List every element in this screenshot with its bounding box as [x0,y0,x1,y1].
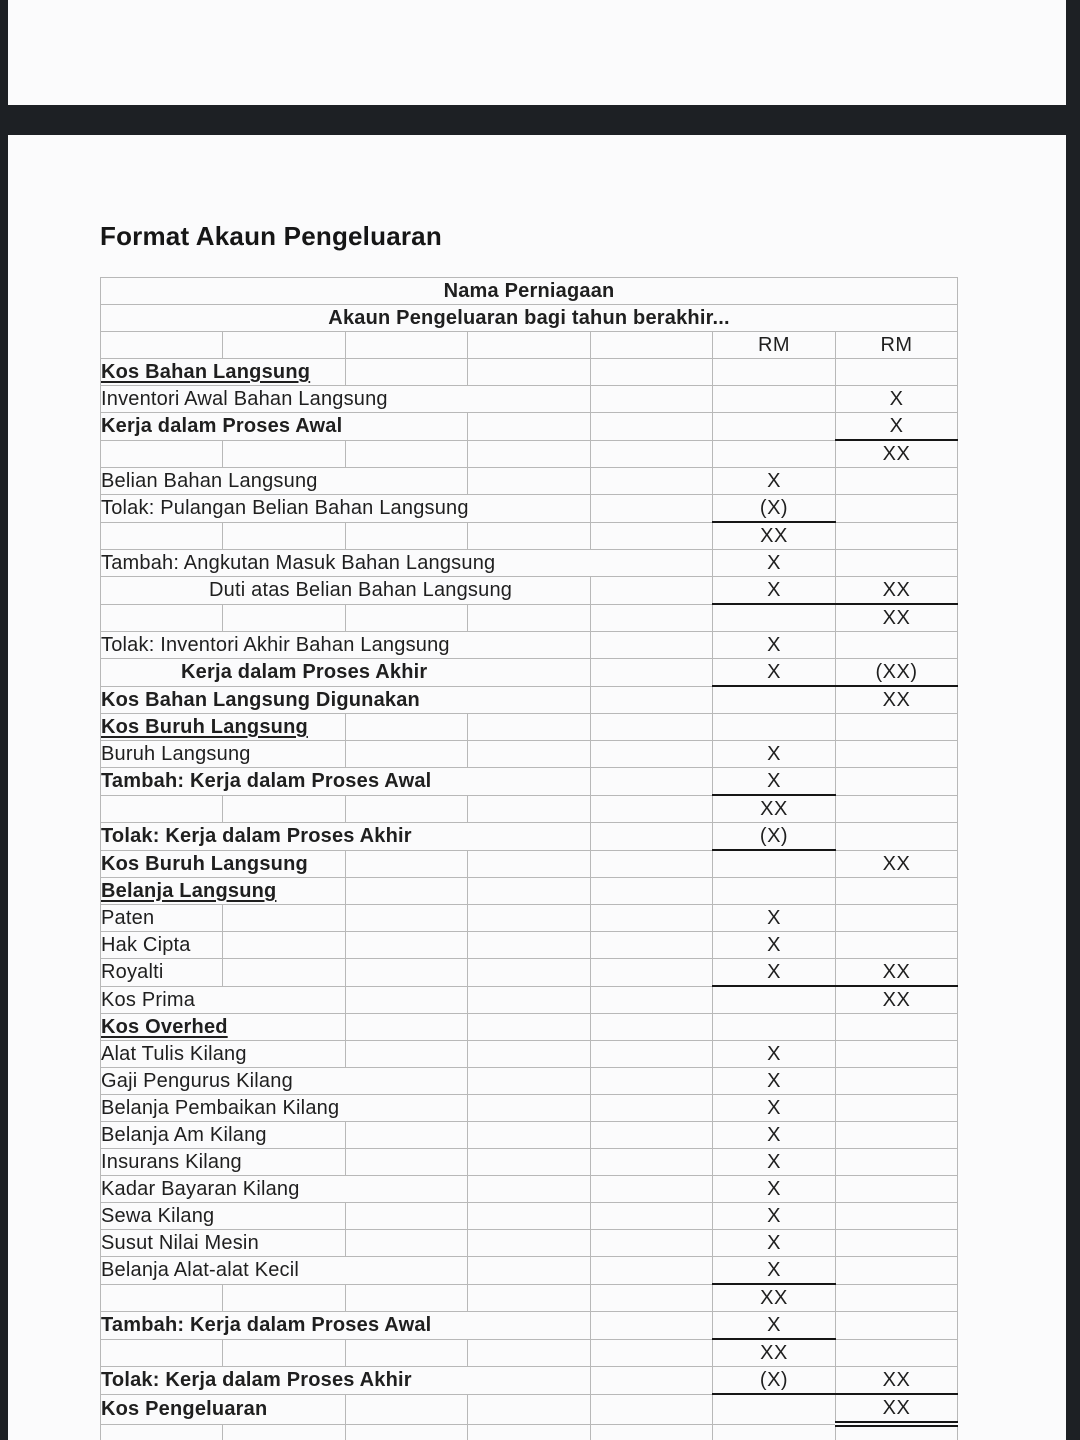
rm-col1-value: X [713,1095,836,1122]
empty-cell [591,632,713,659]
rm-col2-value [836,632,958,659]
rm-col2-value [836,823,958,851]
rm-col2-value [836,550,958,577]
empty-cell [223,959,346,987]
row-label [101,1339,223,1367]
table-row [101,932,958,959]
rm-col1-value: XX [713,795,836,823]
rm-col2-value [836,932,958,959]
row-label: Kos Overhed [101,1014,346,1041]
empty-cell [591,440,713,468]
row-label: Tolak: Kerja dalam Proses Akhir [101,823,591,851]
rm-col2-value [836,878,958,905]
empty-cell [591,522,713,550]
empty-cell [468,440,591,468]
empty-cell [223,932,346,959]
table-row [101,1176,958,1203]
empty-cell [468,522,591,550]
empty-cell [591,1041,713,1068]
empty-cell [346,932,468,959]
row-label: Kos Pengeluaran [101,1394,346,1424]
table-row [101,823,958,851]
empty-cell [468,604,591,632]
rm-col2-value: X [836,413,958,441]
empty-cell [468,1149,591,1176]
rm-col1-value: (X) [713,823,836,851]
rm-col2-value [836,1230,958,1257]
table-row [101,714,958,741]
row-label: Susut Nilai Mesin [101,1230,346,1257]
empty-cell [468,986,591,1014]
rm-col2-value [836,359,958,386]
empty-cell [591,1339,713,1367]
rm-col1-value [713,1424,836,1440]
empty-cell [468,959,591,987]
rm-col1-value [713,386,836,413]
row-label: Kerja dalam Proses Awal [101,413,468,441]
empty-cell [468,1257,591,1285]
empty-cell [591,1068,713,1095]
rm-col1-value: X [713,1149,836,1176]
rm-col1-value [713,1014,836,1041]
empty-cell [346,1041,468,1068]
empty-cell [346,604,468,632]
row-label: Tolak: Inventori Akhir Bahan Langsung [101,632,591,659]
empty-cell [591,1149,713,1176]
empty-cell [468,332,591,359]
row-label: Hak Cipta [101,932,223,959]
row-label: Belian Bahan Langsung [101,468,468,495]
rm-col2-value: XX [836,604,958,632]
empty-cell [223,795,346,823]
table-row [101,440,958,468]
empty-cell [468,1424,591,1440]
empty-cell [591,768,713,796]
row-label: Kerja dalam Proses Akhir [101,659,591,687]
table-row [101,686,958,714]
row-label: Kos Buruh Langsung [101,714,346,741]
empty-cell [346,1284,468,1312]
table-row [101,1339,958,1367]
rm-col1-value: X [713,1041,836,1068]
empty-cell [346,522,468,550]
empty-cell [591,986,713,1014]
row-label: Belanja Pembaikan Kilang [101,1095,468,1122]
rm-col2-value [836,1257,958,1285]
empty-cell [468,1394,591,1424]
row-label: Belanja Langsung [101,878,346,905]
empty-cell [468,1284,591,1312]
rm-col2-value [836,768,958,796]
rm-col2-value: (XX) [836,659,958,687]
table-row [101,1203,958,1230]
table-row [101,1312,958,1340]
row-label: Duti atas Belian Bahan Langsung [101,577,591,605]
table-row [101,1230,958,1257]
rm-col2-value: RM [836,332,958,359]
table-row [101,850,958,878]
table-row [101,359,958,386]
empty-cell [346,741,468,768]
rm-col2-value [836,1014,958,1041]
table-row [101,577,958,605]
table-row [101,1122,958,1149]
rm-col1-value: X [713,741,836,768]
empty-cell [346,1014,468,1041]
rm-col1-value [713,714,836,741]
rm-col1-value [713,413,836,441]
empty-cell [468,741,591,768]
table-row [101,522,958,550]
row-label: Tolak: Pulangan Belian Bahan Langsung [101,495,591,523]
rm-col2-value [836,1095,958,1122]
empty-cell [468,878,591,905]
rm-col1-value: X [713,932,836,959]
table-row [101,878,958,905]
rm-col2-value [836,1122,958,1149]
empty-cell [591,878,713,905]
empty-cell [346,332,468,359]
rm-col1-value: X [713,632,836,659]
empty-cell [346,1424,468,1440]
table-row [101,632,958,659]
rm-col2-value: XX [836,959,958,987]
empty-cell [468,714,591,741]
table-row [101,1068,958,1095]
table-row [101,1284,958,1312]
account-title-header-row [101,305,958,332]
table-row [101,795,958,823]
rm-col1-value: (X) [713,495,836,523]
rm-col1-value: XX [713,1284,836,1312]
rm-col2-value: XX [836,850,958,878]
empty-cell [346,1149,468,1176]
row-label: Royalti [101,959,223,987]
row-label: Tambah: Angkutan Masuk Bahan Langsung [101,550,713,577]
row-label: Kos Buruh Langsung [101,850,346,878]
empty-cell [223,440,346,468]
empty-cell [468,1095,591,1122]
document-page [8,135,1066,1440]
row-label: Belanja Am Kilang [101,1122,346,1149]
table-row [101,1424,958,1440]
empty-cell [223,1424,346,1440]
table-row [101,905,958,932]
table-row [101,413,958,441]
empty-cell [346,440,468,468]
rm-col2-value [836,905,958,932]
empty-cell [468,795,591,823]
rm-col2-value [836,714,958,741]
row-label: Kos Bahan Langsung Digunakan [101,686,591,714]
row-label: Paten [101,905,223,932]
rm-col1-value: X [713,905,836,932]
rm-col1-value: X [713,577,836,605]
empty-cell [468,1041,591,1068]
empty-cell [591,932,713,959]
row-label: Tolak: Kerja dalam Proses Akhir [101,1367,591,1395]
empty-cell [223,905,346,932]
table-row [101,1367,958,1395]
rm-col1-value: XX [713,1339,836,1367]
empty-cell [591,413,713,441]
empty-cell [591,741,713,768]
table-row [101,1041,958,1068]
empty-cell [468,359,591,386]
rm-col2-value [836,1068,958,1095]
empty-cell [346,1203,468,1230]
rm-col1-value: X [713,959,836,987]
row-label [101,522,223,550]
empty-cell [468,413,591,441]
empty-cell [591,386,713,413]
rm-col2-value: X [836,386,958,413]
empty-cell [468,1176,591,1203]
empty-cell [591,1312,713,1340]
rm-col1-value [713,686,836,714]
row-label: Kadar Bayaran Kilang [101,1176,468,1203]
rm-col1-value: XX [713,522,836,550]
rm-col2-value: XX [836,1367,958,1395]
table-row [101,468,958,495]
rm-col1-value [713,850,836,878]
page-title: Format Akaun Pengeluaran [100,221,442,251]
rm-col1-value: X [713,768,836,796]
rm-col2-value: XX [836,986,958,1014]
rm-col2-value [836,1176,958,1203]
rm-col1-value: X [713,1176,836,1203]
empty-cell [591,359,713,386]
row-label: Inventori Awal Bahan Langsung [101,386,591,413]
rm-col1-value: RM [713,332,836,359]
empty-cell [346,959,468,987]
table-row [101,1014,958,1041]
table-row [101,659,958,687]
empty-cell [346,1230,468,1257]
empty-cell [468,905,591,932]
rm-col2-value [836,1041,958,1068]
rm-col2-value [836,495,958,523]
empty-cell [346,905,468,932]
empty-cell [591,1230,713,1257]
empty-cell [591,1284,713,1312]
rm-col2-value [836,1424,958,1440]
rm-col1-value [713,1394,836,1424]
rm-col1-value: X [713,659,836,687]
empty-cell [346,1394,468,1424]
empty-cell [468,1230,591,1257]
empty-cell [468,1122,591,1149]
empty-cell [591,659,713,687]
empty-cell [591,1176,713,1203]
table-row [101,550,958,577]
empty-cell [346,986,468,1014]
empty-cell [468,1014,591,1041]
rm-col2-value [836,1203,958,1230]
rm-col2-value [836,522,958,550]
rm-col2-value: XX [836,440,958,468]
rm-col2-value [836,1149,958,1176]
empty-cell [591,795,713,823]
business-name-header-row [101,278,958,305]
row-label: Buruh Langsung [101,741,346,768]
empty-cell [223,1284,346,1312]
empty-cell [468,1068,591,1095]
empty-cell [591,850,713,878]
empty-cell [468,1203,591,1230]
rm-col1-value [713,986,836,1014]
rm-col2-value [836,1284,958,1312]
empty-cell [591,495,713,523]
empty-cell [591,468,713,495]
table-row [101,332,958,359]
rm-col1-value [713,878,836,905]
rm-col2-value: XX [836,577,958,605]
row-label: Alat Tulis Kilang [101,1041,346,1068]
row-label [101,1284,223,1312]
rm-col2-value [836,1312,958,1340]
empty-cell [346,1339,468,1367]
rm-col2-value [836,1339,958,1367]
rm-col1-value: X [713,1257,836,1285]
table-row [101,768,958,796]
rm-col1-value: X [713,1068,836,1095]
row-label: Tambah: Kerja dalam Proses Awal [101,1312,591,1340]
rm-col2-value: XX [836,686,958,714]
empty-cell [591,332,713,359]
empty-cell [346,714,468,741]
empty-cell [223,332,346,359]
table-row [101,495,958,523]
row-label: Sewa Kilang [101,1203,346,1230]
table-row [101,986,958,1014]
empty-cell [591,577,713,605]
previous-page-bottom [8,0,1066,105]
empty-cell [223,522,346,550]
empty-cell [591,1424,713,1440]
row-label: Kos Bahan Langsung [101,359,346,386]
row-label [101,795,223,823]
row-label [101,604,223,632]
row-label [101,440,223,468]
empty-cell [591,959,713,987]
business-name-header: Nama Perniagaan [101,278,958,305]
empty-cell [591,714,713,741]
empty-cell [346,878,468,905]
row-label: Belanja Alat-alat Kecil [101,1257,468,1285]
rm-col1-value: X [713,1203,836,1230]
rm-col2-value [836,795,958,823]
production-account-table [100,277,958,1440]
row-label: Tambah: Kerja dalam Proses Awal [101,768,591,796]
empty-cell [591,1014,713,1041]
account-title-header: Akaun Pengeluaran bagi tahun berakhir... [101,305,958,332]
table-row [101,741,958,768]
row-label: Gaji Pengurus Kilang [101,1068,468,1095]
rm-col1-value: X [713,550,836,577]
empty-cell [468,1339,591,1367]
empty-cell [591,1394,713,1424]
empty-cell [591,1257,713,1285]
empty-cell [591,905,713,932]
empty-cell [223,604,346,632]
rm-col2-value [836,741,958,768]
empty-cell [468,468,591,495]
empty-cell [591,1203,713,1230]
empty-cell [223,1339,346,1367]
row-label [101,1424,223,1440]
rm-col1-value: X [713,1122,836,1149]
rm-col1-value [713,359,836,386]
table-row [101,1149,958,1176]
table-row [101,1095,958,1122]
empty-cell [346,795,468,823]
rm-col2-value: XX [836,1394,958,1424]
empty-cell [591,1122,713,1149]
empty-cell [468,932,591,959]
empty-cell [346,359,468,386]
row-label [101,332,223,359]
empty-cell [591,686,713,714]
table-row [101,1394,958,1424]
table-row [101,959,958,987]
row-label: Insurans Kilang [101,1149,346,1176]
rm-col1-value: X [713,1312,836,1340]
rm-col1-value [713,440,836,468]
rm-col1-value: X [713,468,836,495]
empty-cell [468,850,591,878]
rm-col2-value [836,468,958,495]
table-row [101,386,958,413]
table-row [101,1257,958,1285]
rm-col1-value: (X) [713,1367,836,1395]
empty-cell [591,1095,713,1122]
empty-cell [346,850,468,878]
table-row [101,604,958,632]
rm-col1-value: X [713,1230,836,1257]
empty-cell [591,823,713,851]
rm-col1-value [713,604,836,632]
empty-cell [591,604,713,632]
empty-cell [591,1367,713,1395]
empty-cell [346,1122,468,1149]
row-label: Kos Prima [101,986,346,1014]
